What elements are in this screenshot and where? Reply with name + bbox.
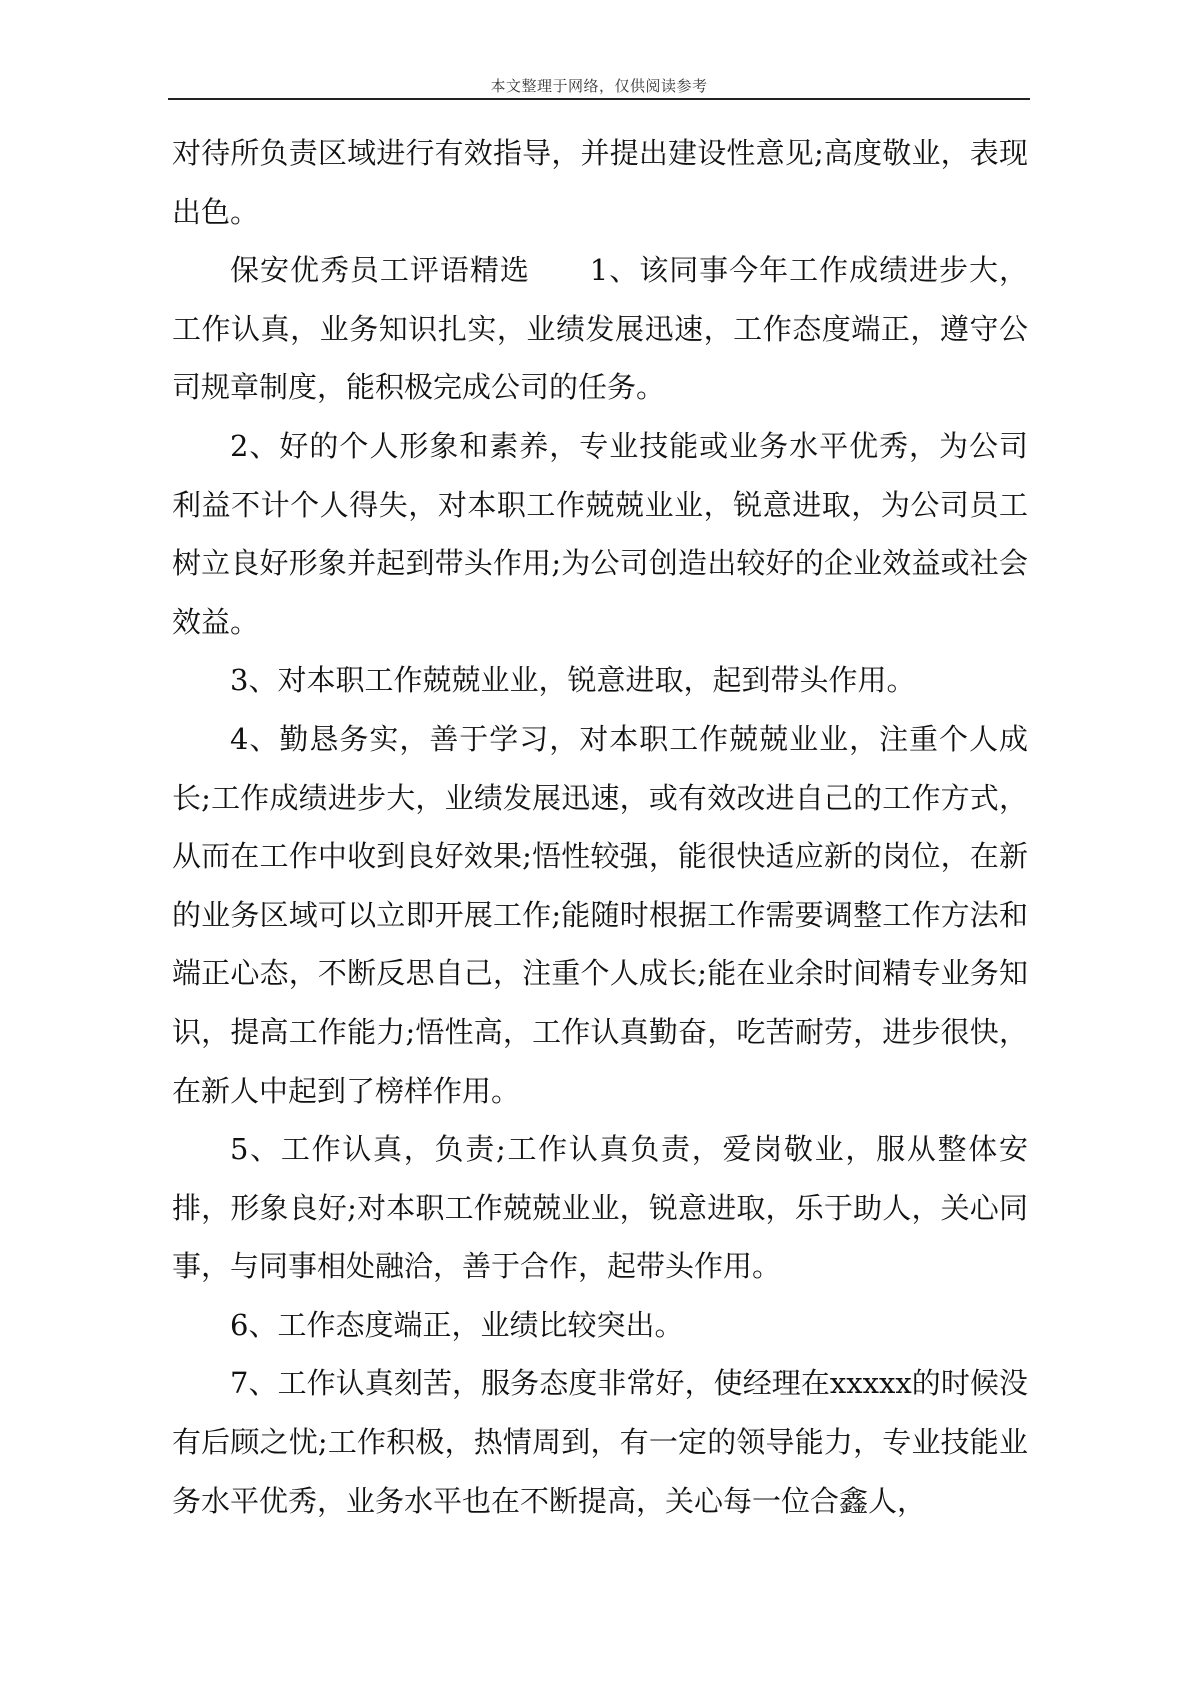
paragraph-item-5: 5、工作认真，负责;工作认真负责，爱岗敬业，服从整体安排，形象良好;对本职工作兢兢业业，锐意进取，乐于助人，关心同事，与同事相处融洽，善于合作，起带头作用。 [172, 1132, 1028, 1284]
header-text: 本文整理于网络，仅供阅读参考 [490, 77, 708, 95]
paragraph-item-4: 4、勤恳务实，善于学习，对本职工作兢兢业业，注重个人成长;工作成绩进步大，业绩发展迅速，或有效改进自己的工作方式，从而在工作中收到良好效果;悟性较强，能很快适应新的岗位，在新的业务区域可以立即开展工作;能随时根据工作需要调整工作方法和端正心态，不断反思自己，注重个人成长;能在业余时间精专业务知识，提高工作能力;悟性高，工作认真勤奋，吃苦耐劳，进步很快，在新人中起到了榜样作用。 [172, 721, 1028, 1108]
paragraph-item-1: 保安优秀员工评语精选 1、该同事今年工作成绩进步大，工作认真，业务知识扎实，业绩发展迅速，工作态度端正，遵守公司规章制度，能积极完成公司的任务。 [172, 253, 1028, 405]
document-body [172, 124, 1028, 1530]
paragraph-continuation: 对待所负责区域进行有效指导，并提出建设性意见;高度敬业，表现出色。 [172, 136, 1028, 229]
paragraph-item-3: 3、对本职工作兢兢业业，锐意进取，起到带头作用。 [230, 663, 916, 698]
paragraph-item-2: 2、好的个人形象和素养，专业技能或业务水平优秀，为公司利益不计个人得失，对本职工作兢兢业业，锐意进取，为公司员工树立良好形象并起到带头作用;为公司创造出较好的企业效益或社会效益。 [172, 428, 1028, 639]
paragraph-item-7: 7、工作认真刻苦，服务态度非常好，使经理在xxxxx的时候没有后顾之忧;工作积极，热情周到，有一定的领导能力，专业技能业务水平优秀，业务水平也在不断提高，关心每一位合鑫人， [172, 1366, 1028, 1518]
page-header [168, 76, 1030, 100]
paragraph-item-6: 6、工作态度端正，业绩比较突出。 [230, 1307, 684, 1342]
